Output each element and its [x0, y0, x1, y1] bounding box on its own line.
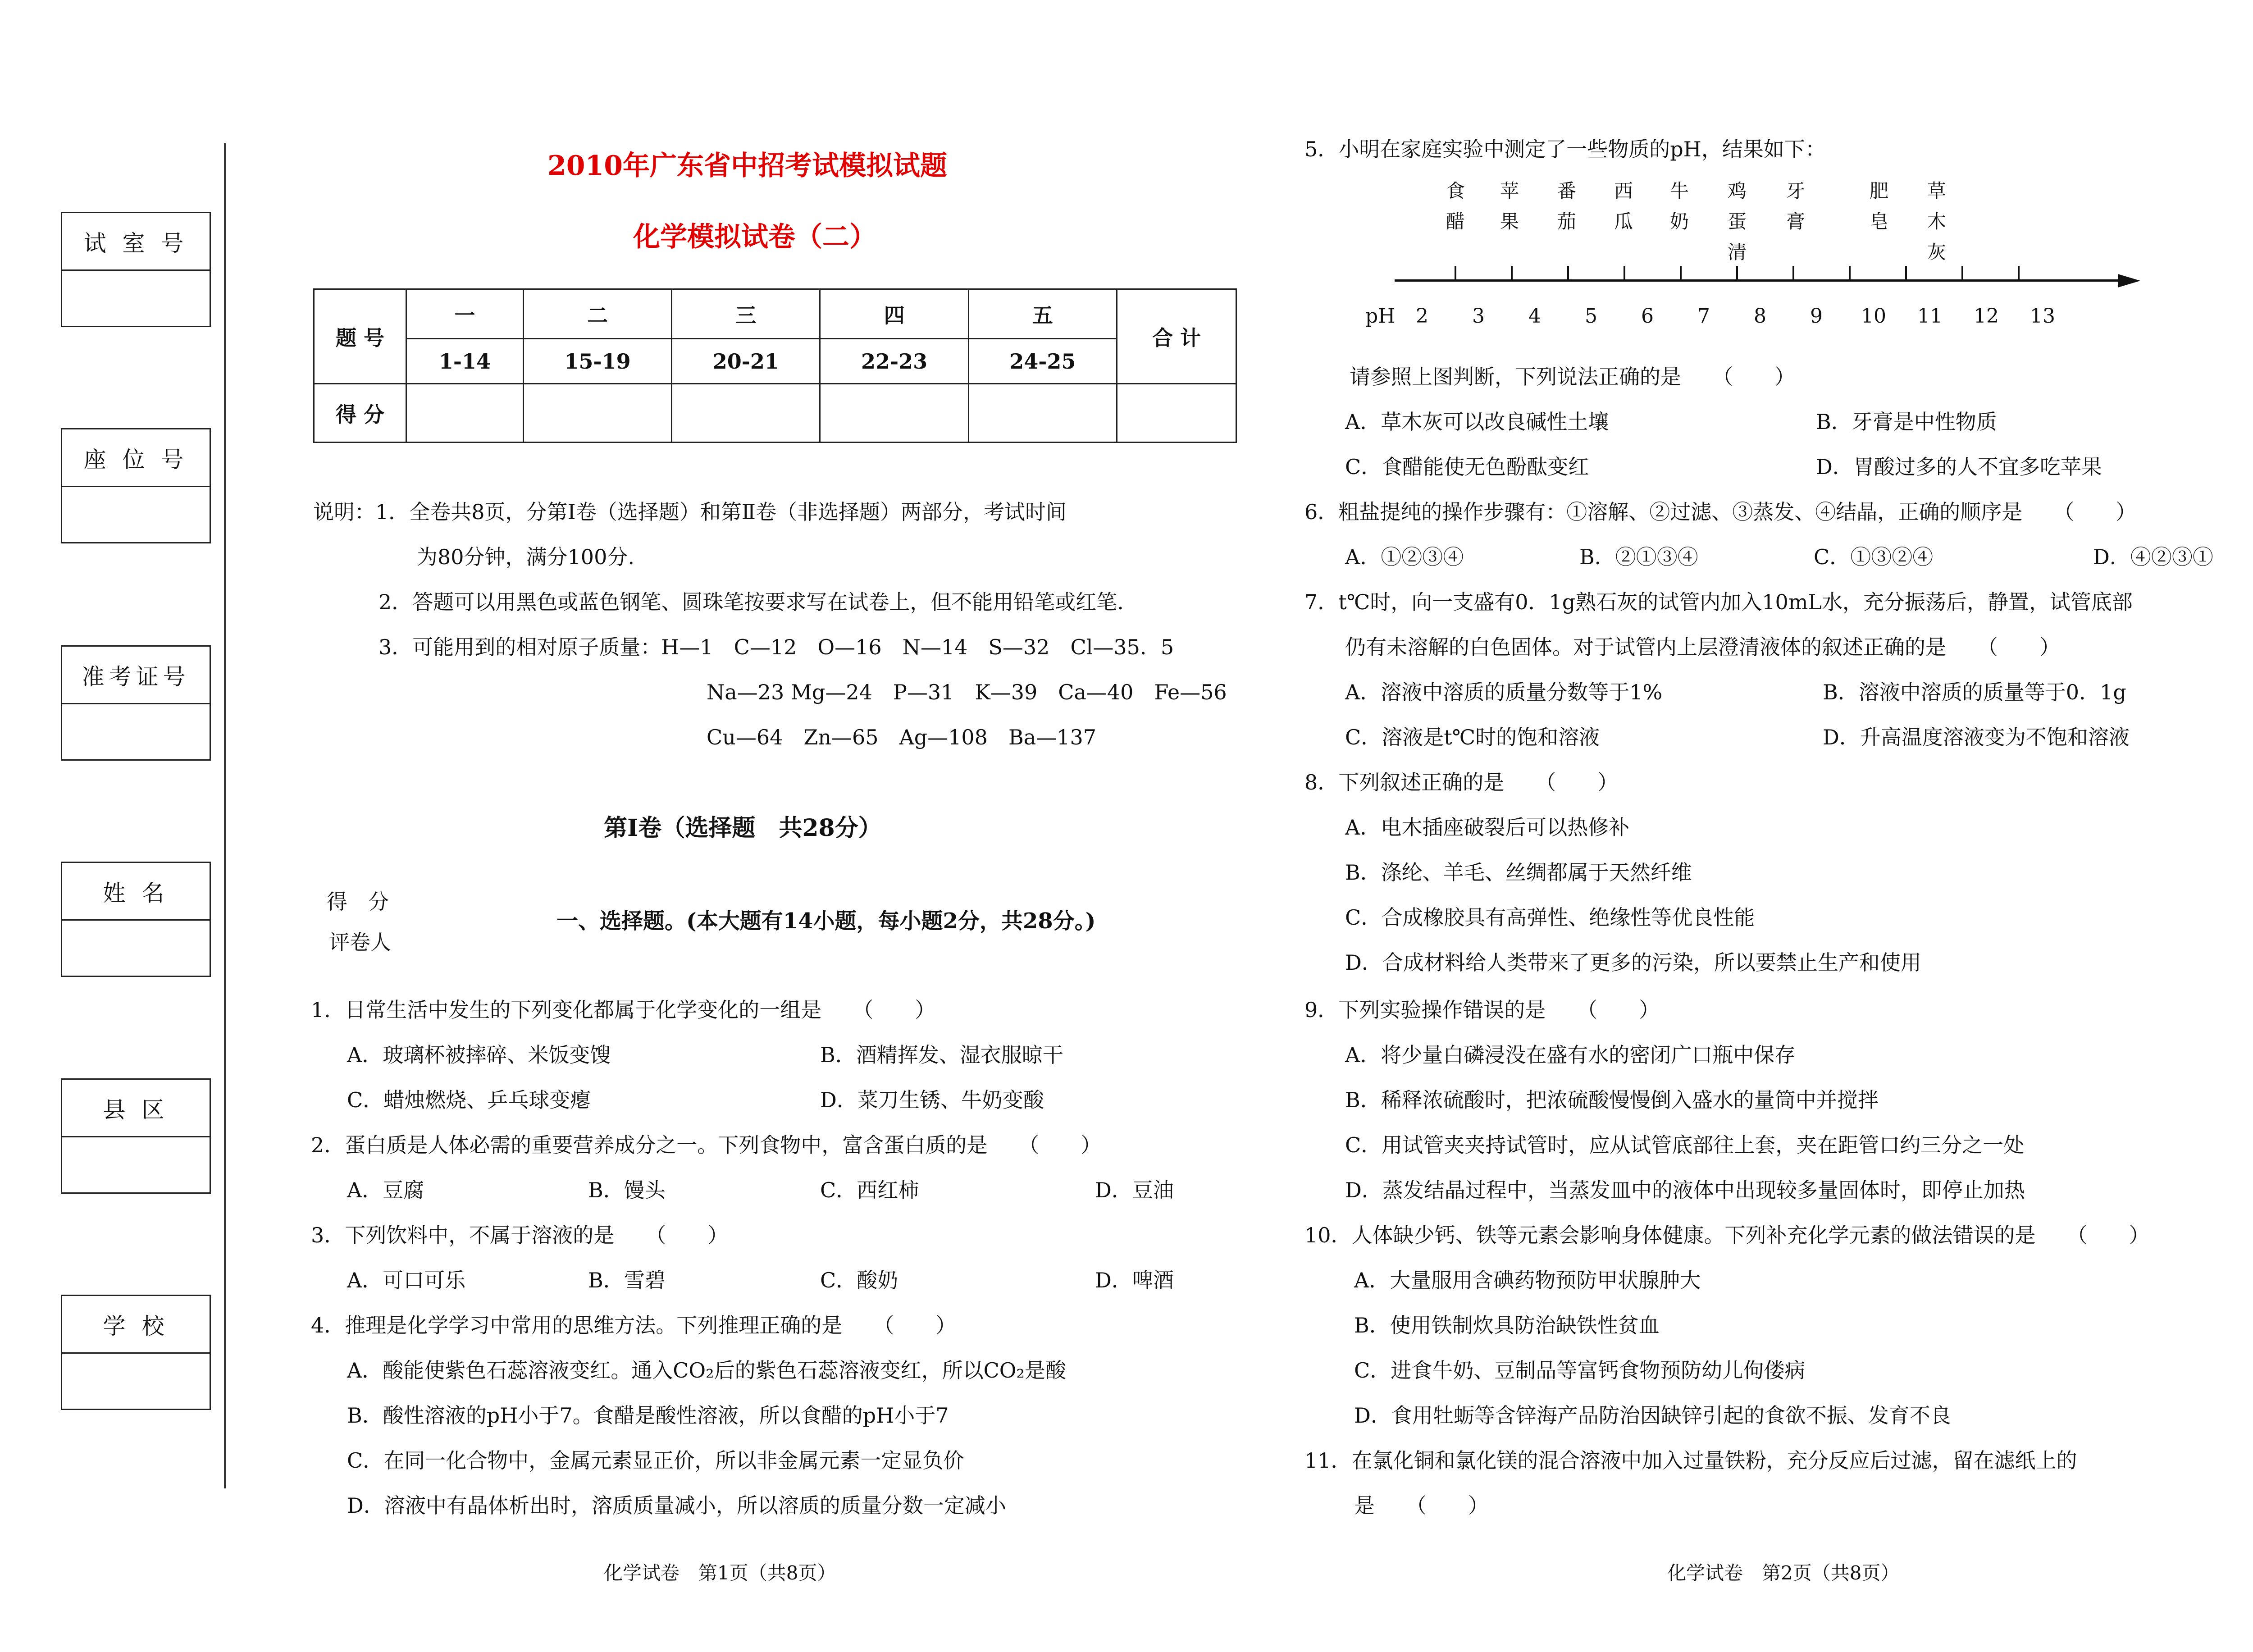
- side-label: 学 校: [62, 1296, 210, 1354]
- option: B．酸性溶液的pH小于7。食醋是酸性溶液，所以食醋的pH小于7: [347, 1403, 949, 1428]
- side-label: 姓 名: [62, 863, 210, 921]
- side-box-name: [61, 862, 211, 977]
- section-range: 24-25: [968, 339, 1117, 384]
- ph-tick: [1792, 266, 1794, 280]
- defen-label: 得 分: [327, 890, 389, 914]
- side-label: 试 室 号: [62, 213, 210, 271]
- option: A．溶液中溶质的质量分数等于1%: [1345, 680, 1663, 704]
- option: C．用试管夹夹持试管时，应从试管底部往上套，夹在距管口约三分之一处: [1345, 1133, 2025, 1157]
- option: C．食醋能使无色酚酞变红: [1345, 455, 1589, 479]
- ph-substance: 牙 膏: [1786, 180, 1805, 233]
- side-box-admission: [61, 645, 211, 761]
- side-label: 县 区: [62, 1080, 210, 1137]
- section-num: 二: [523, 289, 671, 339]
- question-3: 3．下列饮料中，不属于溶液的是 （ ）: [311, 1223, 729, 1247]
- option: B．牙膏是中性物质: [1816, 410, 1997, 434]
- instruction-line: 2．答题可以用黑色或蓝色钢笔、圆珠笔按要求写在试卷上，但不能用铅笔或红笔.: [379, 590, 1124, 614]
- question-11: 11．在氯化铜和氯化镁的混合溶液中加入过量铁粉，充分反应后过滤，留在滤纸上的: [1304, 1448, 2077, 1473]
- option: C．酸奶: [820, 1268, 898, 1292]
- option: B．雪碧: [588, 1268, 666, 1292]
- binding-line: [224, 143, 226, 1488]
- ph-axis: [1395, 279, 2122, 282]
- option: C．进食牛奶、豆制品等富钙食物预防幼儿佝偻病: [1354, 1358, 1806, 1383]
- question-11-cont: 是 （ ）: [1354, 1493, 1489, 1518]
- section-num: 三: [672, 289, 820, 339]
- ph-value: 8: [1754, 305, 1766, 328]
- question-2: 2．蛋白质是人体必需的重要营养成分之一。下列食物中，富含蛋白质的是 （ ）: [311, 1133, 1102, 1157]
- ph-value: 5: [1585, 305, 1597, 328]
- ph-substance: 西 瓜: [1614, 180, 1633, 233]
- ph-value: 10: [1861, 305, 1886, 328]
- th-tihao: 题 号: [314, 289, 406, 384]
- th-defen: 得 分: [314, 384, 406, 443]
- section-range: 1-14: [406, 339, 524, 384]
- instruction-line: Cu—64 Zn—65 Ag—108 Ba—137: [707, 725, 1096, 749]
- ph-value: 9: [1810, 305, 1823, 328]
- option: D．豆油: [1095, 1178, 1174, 1202]
- question-5: 5．小明在家庭实验中测定了一些物质的pH，结果如下：: [1304, 137, 1826, 161]
- instruction-line: Na—23 Mg—24 P—31 K—39 Ca—40 Fe—56: [707, 680, 1227, 704]
- section-num: 五: [968, 289, 1117, 339]
- score-cell: [523, 384, 671, 443]
- ph-value: 13: [2030, 305, 2055, 328]
- option: A．草木灰可以改良碱性土壤: [1345, 410, 1609, 434]
- ph-substance: 草 木 灰: [1927, 180, 1946, 263]
- ph-label: pH: [1365, 305, 1396, 328]
- option: B．稀释浓硫酸时，把浓硫酸慢慢倒入盛水的量筒中并搅拌: [1345, 1088, 1879, 1112]
- option: D．蒸发结晶过程中，当蒸发皿中的液体中出现较多量固体时，即停止加热: [1345, 1178, 2025, 1202]
- question-9: 9．下列实验操作错误的是 （ ）: [1304, 998, 1660, 1022]
- side-box-seat: [61, 428, 211, 543]
- option: B．涤纶、羊毛、丝绸都属于天然纤维: [1345, 860, 1692, 885]
- ph-substance: 肥 皂: [1869, 180, 1888, 233]
- option: C．①③②④: [1814, 545, 1934, 569]
- option: C．溶液是t℃时的饱和溶液: [1345, 725, 1600, 749]
- score-cell: [820, 384, 968, 443]
- page-footer-right: 化学试卷 第2页（共8页）: [1667, 1562, 1900, 1584]
- ph-value: 2: [1416, 305, 1428, 328]
- side-label: 准考证号: [62, 647, 210, 704]
- ph-tick: [1961, 266, 1963, 280]
- section-range: 20-21: [672, 339, 820, 384]
- option: A．玻璃杯被摔碎、米饭变馊: [347, 1043, 611, 1067]
- section-num: 四: [820, 289, 968, 339]
- question-5-ask: 请参照上图判断，下列说法正确的是 （ ）: [1350, 365, 1795, 389]
- instruction-line: 为80分钟，满分100分.: [417, 545, 634, 569]
- option: D．胃酸过多的人不宜多吃苹果: [1816, 455, 2102, 479]
- side-label: 座 位 号: [62, 429, 210, 487]
- exam-title: 2010年广东省中招考试模拟试题: [547, 150, 947, 182]
- ph-tick: [1455, 266, 1456, 280]
- ph-substance: 食 醋: [1446, 180, 1465, 233]
- option: A．电木插座破裂后可以热修补: [1345, 815, 1630, 840]
- option: D．④②③①: [2093, 545, 2213, 569]
- score-cell: [968, 384, 1117, 443]
- ph-value: 7: [1697, 305, 1710, 328]
- exam-subtitle: 化学模拟试卷（二）: [633, 221, 876, 253]
- side-box-exam-room: [61, 212, 211, 327]
- option: D．啤酒: [1095, 1268, 1174, 1292]
- ph-tick: [2018, 266, 2020, 280]
- ph-tick: [1567, 266, 1569, 280]
- ph-value: 4: [1528, 305, 1541, 328]
- ph-substance: 鸡 蛋 清: [1727, 180, 1747, 263]
- question-10: 10．人体缺少钙、铁等元素会影响身体健康。下列补充化学元素的做法错误的是 （ ）: [1304, 1223, 2150, 1247]
- option: D．升高温度溶液变为不饱和溶液: [1823, 725, 2130, 749]
- section-range: 15-19: [523, 339, 671, 384]
- option: C．合成橡胶具有高弹性、绝缘性等优良性能: [1345, 905, 1755, 930]
- question-4: 4．推理是化学学习中常用的思维方法。下列推理正确的是 （ ）: [311, 1313, 957, 1337]
- pingjuan-label: 评卷人: [329, 930, 391, 954]
- ph-value: 12: [1974, 305, 1999, 328]
- option: A．将少量白磷浸没在盛有水的密闭广口瓶中保存: [1345, 1043, 1796, 1067]
- option: B．馒头: [588, 1178, 666, 1202]
- ph-substance: 牛 奶: [1669, 180, 1689, 233]
- instruction-line: 说明：1．全卷共8页，分第Ⅰ卷（选择题）和第Ⅱ卷（非选择题）两部分，考试时间: [313, 500, 1067, 524]
- ph-value: 11: [1917, 305, 1943, 328]
- option: D．合成材料给人类带来了更多的污染，所以要禁止生产和使用: [1345, 950, 1921, 975]
- section-num: 一: [406, 289, 524, 339]
- ph-value: 6: [1641, 305, 1654, 328]
- option: D．食用牡蛎等含锌海产品防治因缺锌引起的食欲不振、发育不良: [1354, 1403, 1951, 1428]
- side-box-county: [61, 1078, 211, 1194]
- question-8: 8．下列叙述正确的是 （ ）: [1304, 770, 1619, 794]
- option: C．蜡烛燃烧、乒乓球变瘪: [347, 1088, 591, 1112]
- option: A．①②③④: [1345, 545, 1464, 569]
- option: B．酒精挥发、湿衣服晾干: [820, 1043, 1063, 1067]
- score-table: [313, 288, 1237, 443]
- ph-substance: 苹 果: [1500, 180, 1519, 233]
- score-cell: [672, 384, 820, 443]
- ph-tick: [1680, 266, 1682, 280]
- ph-tick: [1624, 266, 1625, 280]
- option: C．西红柿: [820, 1178, 919, 1202]
- ph-value: 3: [1472, 305, 1485, 328]
- option: B．②①③④: [1579, 545, 1698, 569]
- question-7: 7．t℃时，向一支盛有0．1g熟石灰的试管内加入10mL水，充分振荡后，静置，试管底部: [1304, 590, 2133, 614]
- part1-heading: 第Ⅰ卷（选择题 共28分）: [604, 814, 882, 842]
- option: A．可口可乐: [347, 1268, 466, 1292]
- score-cell: [406, 384, 524, 443]
- ph-tick: [1849, 266, 1851, 280]
- th-heji: 合 计: [1117, 289, 1236, 384]
- option: A．酸能使紫色石蕊溶液变红。通入CO₂后的紫色石蕊溶液变红，所以CO₂是酸: [347, 1358, 1066, 1383]
- question-7-cont: 仍有未溶解的白色固体。对于试管内上层澄清液体的叙述正确的是 （ ）: [1345, 635, 2060, 659]
- side-box-school: [61, 1295, 211, 1410]
- option: B．使用铁制炊具防治缺铁性贫血: [1354, 1313, 1660, 1337]
- option: B．溶液中溶质的质量等于0．1g: [1823, 680, 2126, 704]
- option: D．溶液中有晶体析出时，溶质质量减小，所以溶质的质量分数一定减小: [347, 1493, 1006, 1518]
- instruction-line: 3．可能用到的相对原子质量：H—1 C—12 O—16 N—14 S—32 Cl—35．5: [379, 635, 1174, 659]
- ph-axis-arrow: [2118, 274, 2140, 288]
- page-footer-left: 化学试卷 第1页（共8页）: [604, 1562, 836, 1584]
- option: C．在同一化合物中，金属元素显正价，所以非金属元素一定显负价: [347, 1448, 964, 1473]
- ph-tick: [1736, 266, 1738, 280]
- ph-tick: [1905, 266, 1907, 280]
- question-1: 1．日常生活中发生的下列变化都属于化学变化的一组是 （ ）: [311, 998, 936, 1022]
- option: A．豆腐: [347, 1178, 424, 1202]
- ph-tick: [1511, 266, 1513, 280]
- question-6: 6．粗盐提纯的操作步骤有：①溶解、②过滤、③蒸发、④结晶，正确的顺序是 （ ）: [1304, 500, 2137, 524]
- option: A．大量服用含碘药物预防甲状腺肿大: [1354, 1268, 1701, 1292]
- section-range: 22-23: [820, 339, 968, 384]
- ph-substance: 番 茄: [1557, 180, 1576, 233]
- option: D．菜刀生锈、牛奶变酸: [820, 1088, 1044, 1112]
- section-title: 一、选择题。(本大题有14小题，每小题2分，共28分。): [556, 908, 1096, 934]
- score-cell-total: [1117, 384, 1236, 443]
